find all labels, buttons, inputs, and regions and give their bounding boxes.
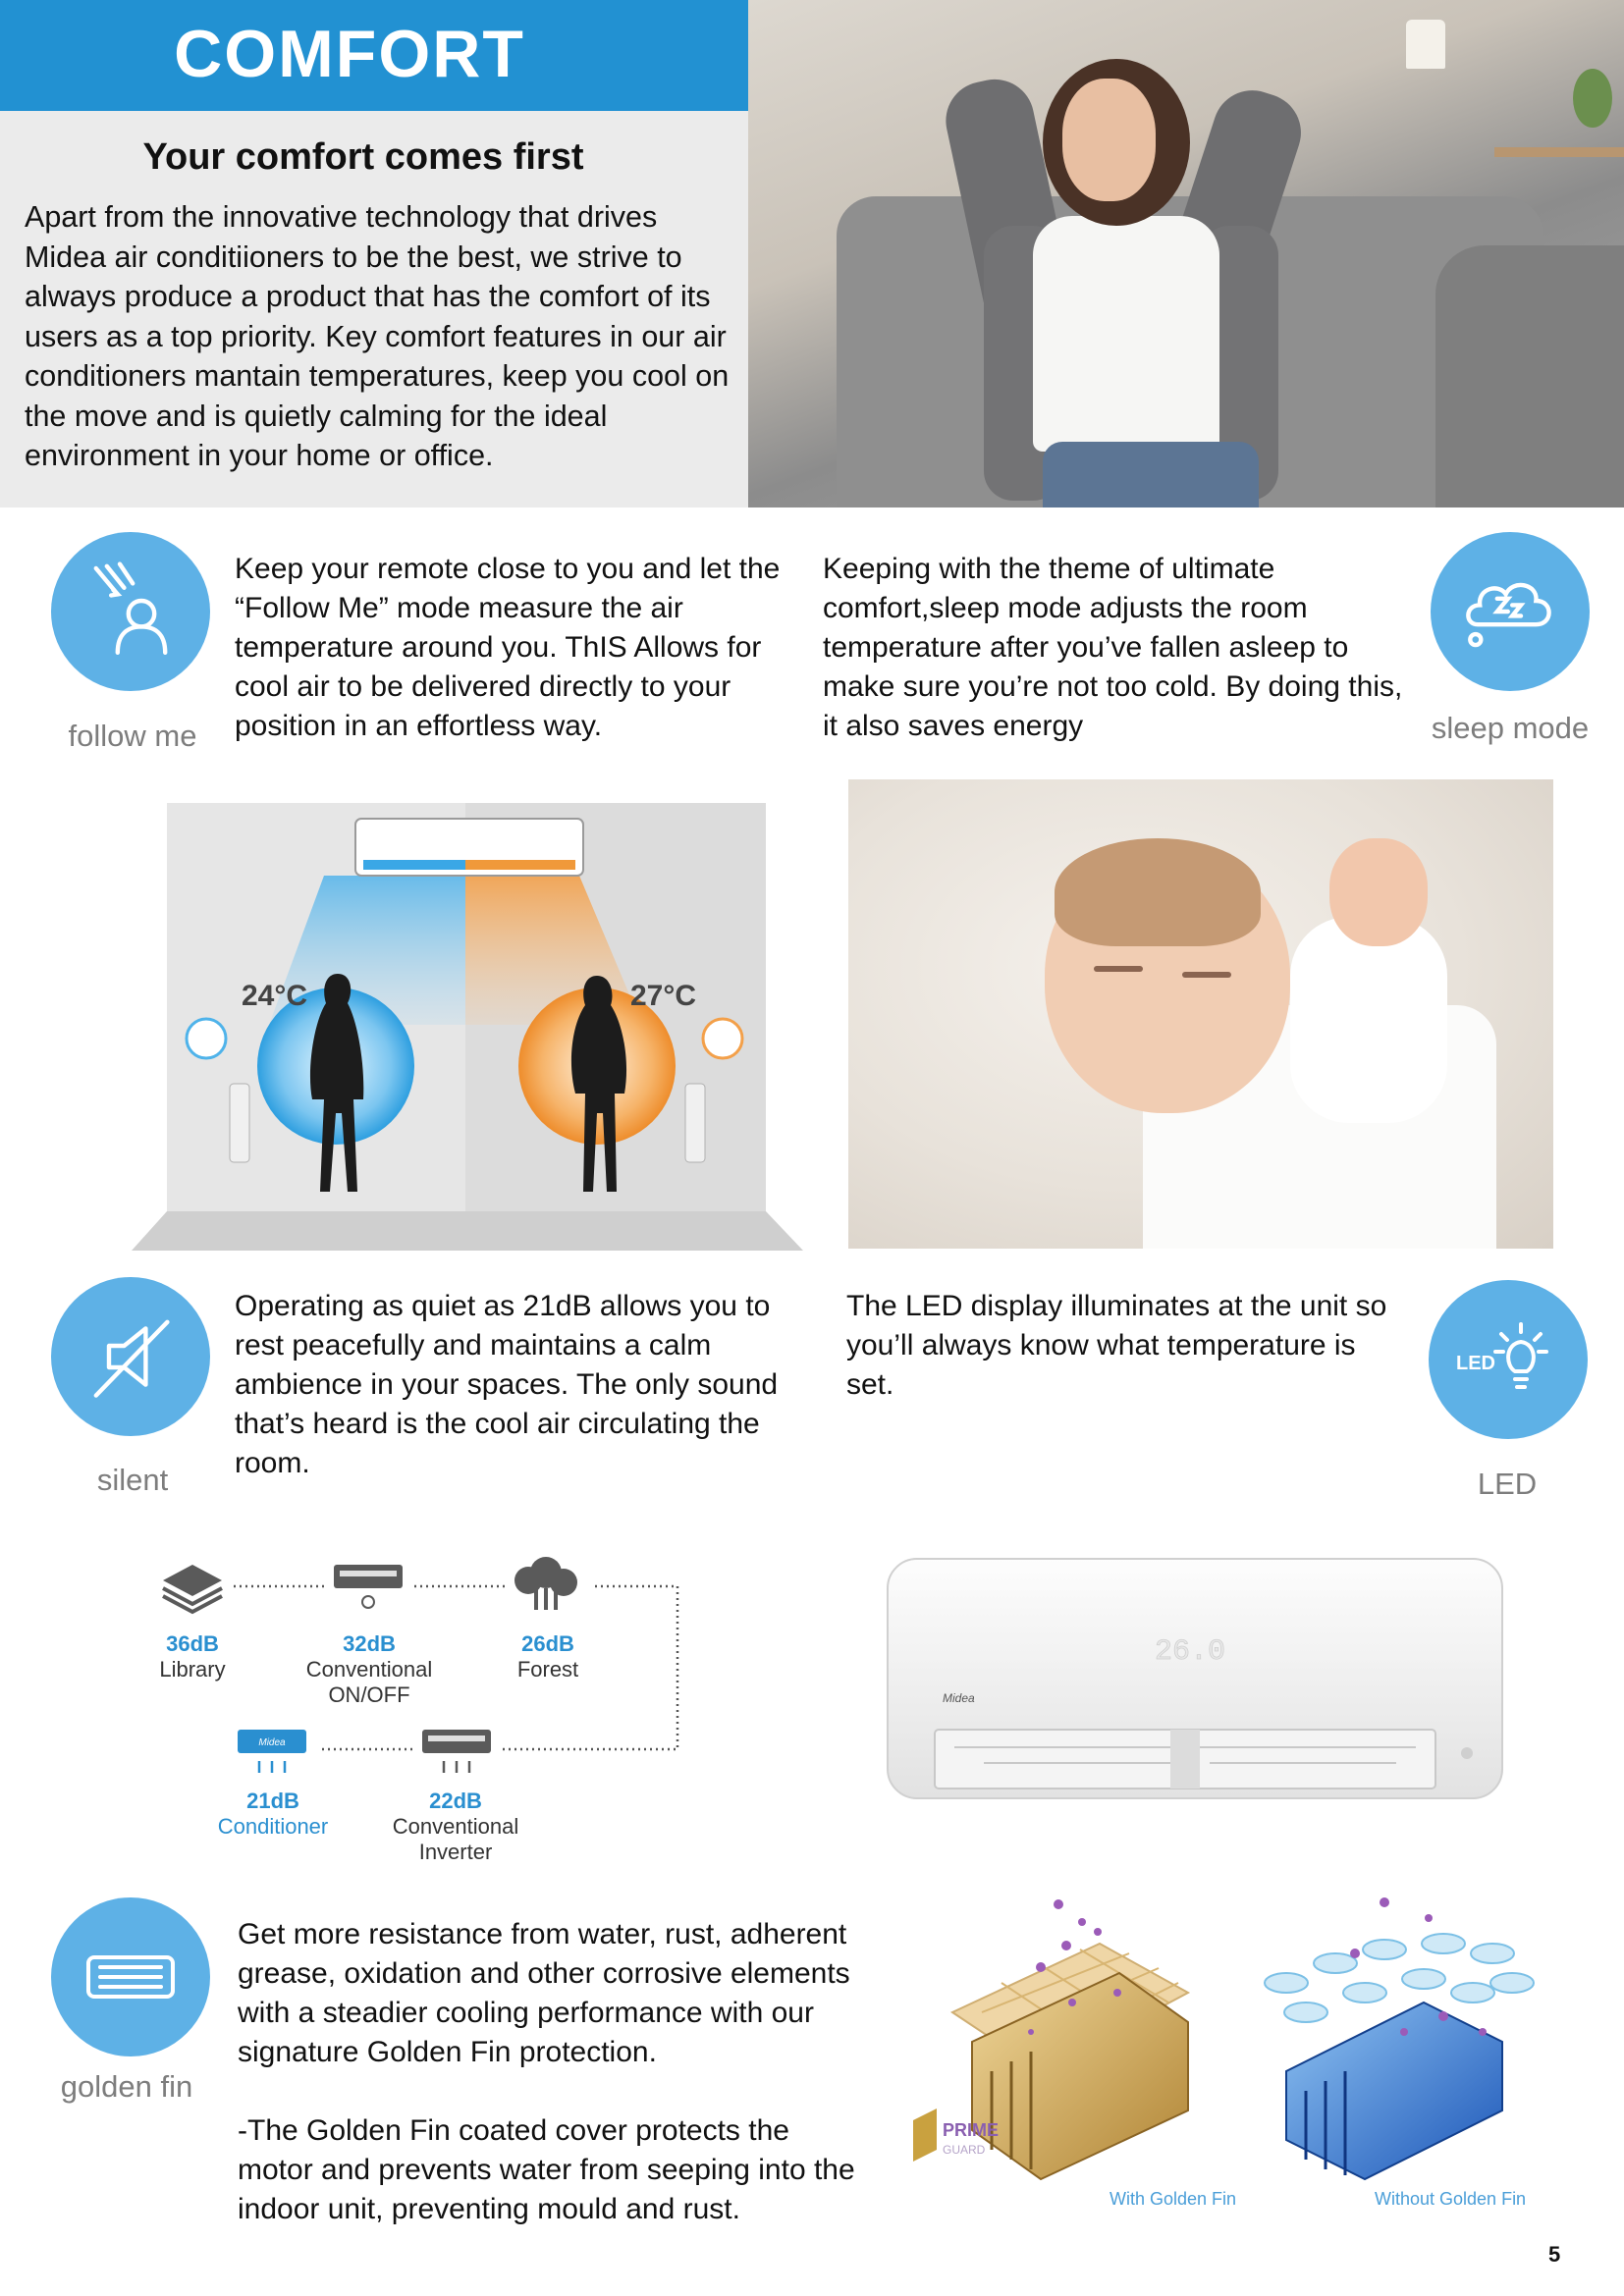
mute-icon [51, 1277, 210, 1436]
face-shape [1062, 79, 1156, 201]
top-shape [1033, 216, 1219, 452]
noise-value-conditioner: 21dB [246, 1789, 299, 1813]
midea-ac-icon [238, 1730, 306, 1773]
noise-label-onoff-1: Conventional [305, 1657, 433, 1682]
led-label: LED [1477, 1467, 1538, 1501]
silent-label: silent [96, 1463, 169, 1497]
jeans-shape [1043, 442, 1259, 507]
prime-guard-sub: GUARD [943, 2143, 986, 2157]
silent-text: Operating as quiet as 21dB allows you to rest peacefully and maintains a calm ambience in your spaces. The only sound that’s heard is the cool air circulating the room. [235, 1290, 779, 1479]
follow-me-diagram [132, 799, 803, 1251]
baby-sleeve-shape [1290, 917, 1447, 1123]
intro-heading: Your comfort comes first [142, 136, 584, 178]
noise-value-library: 36dB [166, 1631, 219, 1656]
library-icon [163, 1565, 222, 1612]
baby-hand-shape [1329, 838, 1428, 946]
left-temp-label: 24°C [242, 980, 308, 1012]
ac-brand-label: Midea [943, 1691, 975, 1705]
page-number: 5 [1548, 2242, 1561, 2267]
relaxing-woman-photo [748, 0, 1624, 507]
golden-fin-comparison [893, 1885, 1571, 2238]
follow-me-label: follow me [68, 719, 197, 753]
follow-me-icon [51, 532, 210, 691]
forest-icon [514, 1557, 577, 1610]
sleep-mode-icon [1431, 532, 1590, 691]
remote-right [685, 1084, 705, 1162]
intro-panel [0, 111, 748, 507]
follow-me-badge-left [187, 1019, 226, 1058]
noise-scale [147, 1551, 697, 1875]
sleep-mode-label: sleep mode [1431, 711, 1590, 745]
led-text: The LED display illuminates at the unit so you’ll always know what temperature is set. [846, 1290, 1387, 1401]
golden-fin-text-2: -The Golden Fin coated cover protects the motor and prevents water from seeping into the indoor unit, preventing mould and rust. [238, 2114, 855, 2225]
page-title: COMFORT [174, 17, 525, 91]
noise-label-library: Library [159, 1657, 226, 1682]
ac-vent-cool [363, 860, 465, 870]
baby-hair-shape [1055, 838, 1261, 946]
follow-me-text: Keep your remote close to you and let the “Follow Me” mode measure the air temperature around you. ThIS Allows for cool air to be delivered directly to your position in an effortless way. [235, 553, 781, 742]
prime-guard-text: PRIME [943, 2120, 1000, 2140]
with-golden-fin-label: With Golden Fin [1110, 2189, 1237, 2209]
ac-temp-display: 26.0 [1154, 1635, 1226, 1669]
intro-body: Apart from the innovative technology that drives Midea air conditiioners to be the best, we strive to always produce a product that has the comfort of its users as a top priority. Key comfort features in our air conditioners mantain temperatures, keep you cool on the move and is quietly calming for the ideal environment in your home or office. [25, 200, 730, 472]
noise-value-inverter: 22dB [429, 1789, 482, 1813]
noise-value-forest: 26dB [521, 1631, 574, 1656]
ac-vent-warm [465, 860, 575, 870]
sofa-arm-shape [1435, 245, 1624, 507]
plant-shape [1573, 69, 1612, 128]
follow-me-badge-right [703, 1019, 742, 1058]
conventional-ac-icon [334, 1565, 403, 1608]
without-golden-fin-label: Without Golden Fin [1375, 2189, 1527, 2209]
noise-label-inverter-1: Conventional [392, 1814, 519, 1839]
without-golden-fin-shape [1265, 1934, 1534, 2179]
golden-fin-text-1: Get more resistance from water, rust, adherent grease, oxidation and other corrosive elements with a steadier cooling performance with our signature Golden Fin protection. [238, 1918, 850, 2068]
noise-label-forest: Forest [516, 1657, 579, 1682]
golden-fin-icon [51, 1897, 210, 2056]
baby-eye-shape [1182, 972, 1231, 978]
midea-ac-brand: Midea [258, 1737, 286, 1748]
shelf-shape [1494, 147, 1624, 157]
led-icon-text: LED [1456, 1353, 1495, 1374]
lamp-shape [1406, 20, 1445, 69]
right-temp-label: 27°C [630, 980, 697, 1012]
with-golden-fin-shape [952, 1944, 1188, 2179]
inverter-ac-icon [422, 1730, 491, 1773]
sleep-mode-text: Keeping with the theme of ultimate comfort,sleep mode adjusts the room temperature after you’ve fallen asleep to make sure you’re not too cold. By doing this, it also saves energy [823, 553, 1403, 742]
remote-left [230, 1084, 249, 1162]
led-icon [1429, 1280, 1588, 1439]
room-floor [132, 1211, 803, 1251]
air-conditioner-unit-image [886, 1557, 1504, 1802]
noise-value-onoff: 32dB [343, 1631, 396, 1656]
sleeping-baby-photo [848, 779, 1553, 1249]
noise-label-inverter-2: Inverter [418, 1840, 493, 1864]
noise-label-onoff-2: ON/OFF [328, 1682, 410, 1707]
noise-label-conditioner: Conditioner [217, 1814, 329, 1839]
golden-fin-label: golden fin [60, 2069, 193, 2104]
baby-eye-shape [1094, 966, 1143, 972]
